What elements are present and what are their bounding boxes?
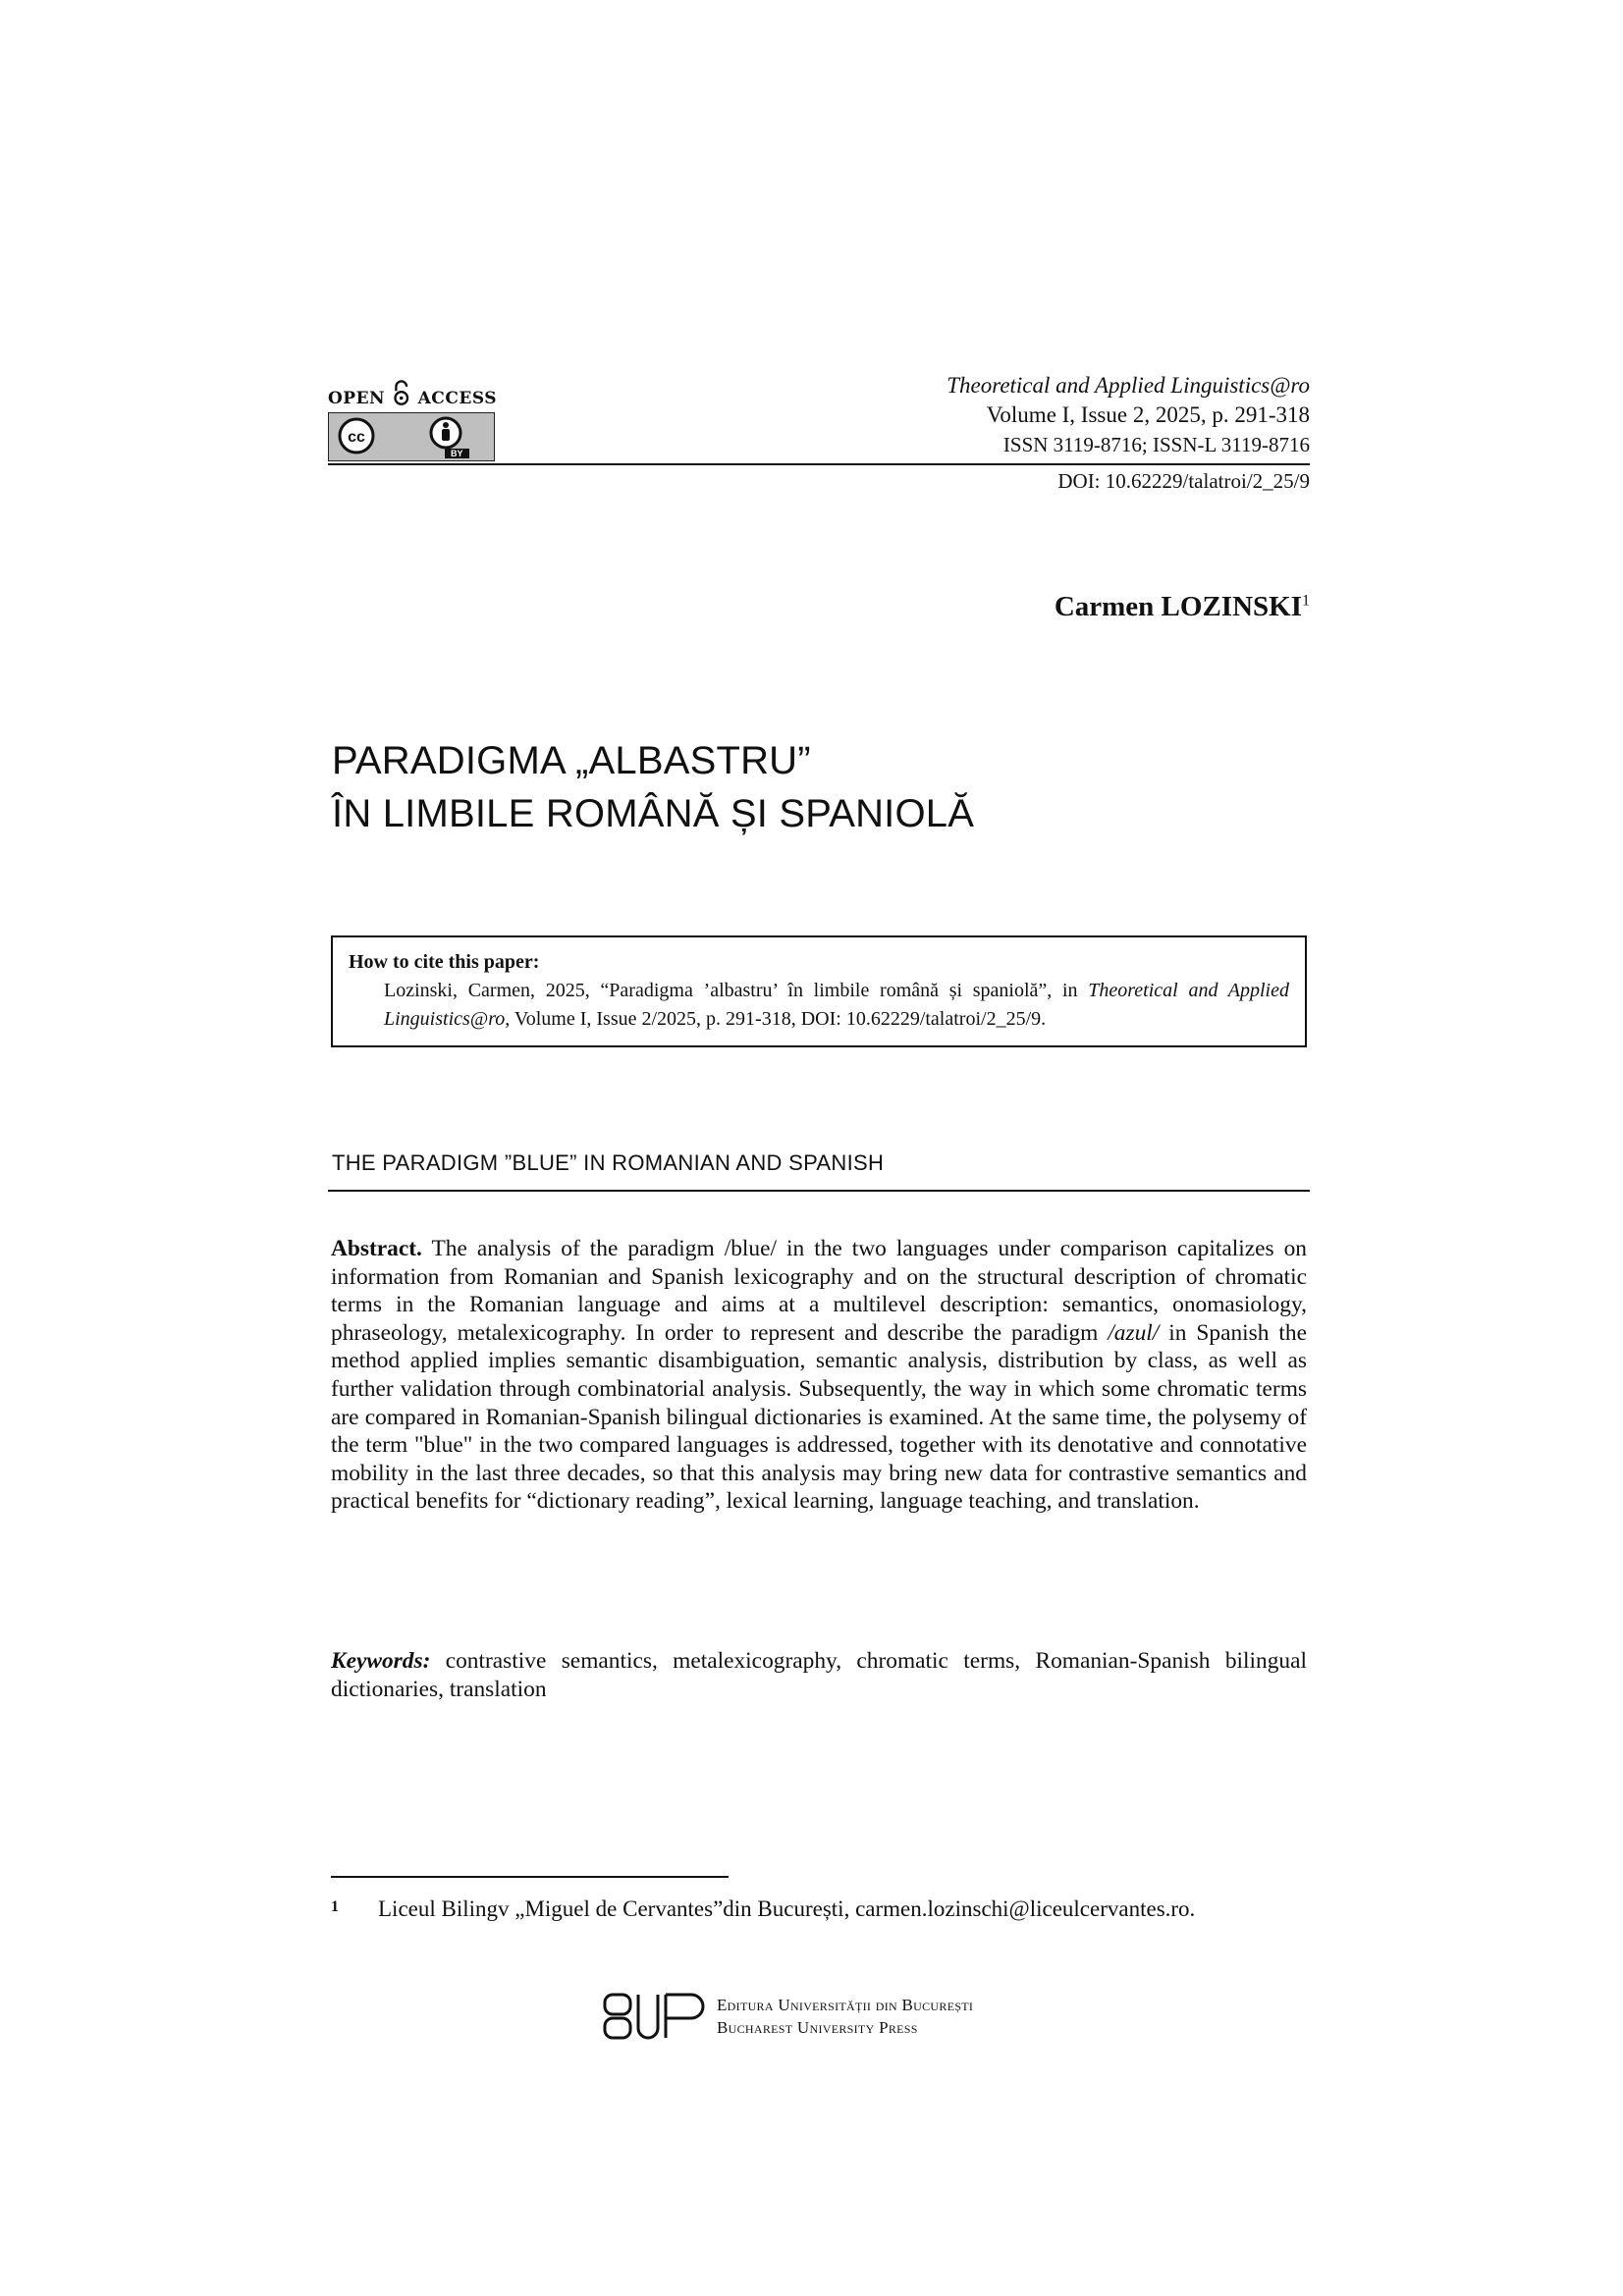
cc-icon-text: cc	[348, 429, 365, 446]
english-title-divider	[328, 1190, 1310, 1192]
open-access-lock-icon	[391, 379, 412, 408]
volume-info: Volume I, Issue 2, 2025, p. 291-318	[986, 402, 1310, 427]
abstract-text-1: The analysis of the paradigm /blue/ in the two languages under comparison capitalizes on information from Romanian and Spanish lexicography and on the structural description of chromatic terms in the Romanian language and aims at a multilevel description: semantics, onomasiology, phraseology, metalexicography. In order to represent and describe the paradigm	[331, 1236, 1307, 1346]
keywords	[331, 1647, 1307, 1703]
author-footnote-ref[interactable]: 1	[1302, 592, 1310, 610]
footnote	[331, 1896, 1195, 1922]
publisher-name-en: Bucharest University Press	[717, 2018, 918, 2037]
citation-text	[349, 977, 1289, 1034]
citation-text-before: Lozinski, Carmen, 2025, “Paradigma ’albastru’ în limbile română și spaniolă”, in	[384, 980, 1089, 1001]
paper-title	[332, 734, 974, 840]
citation-box	[331, 935, 1307, 1047]
publisher-block	[601, 1989, 973, 2044]
doi[interactable]: DOI: 10.62229/talatroi/2_25/9	[1057, 469, 1310, 493]
author-last-name: LOZINSKI	[1161, 591, 1302, 622]
creative-commons-icon	[337, 416, 376, 455]
abstract-italic-term: /azul/	[1108, 1319, 1160, 1346]
open-access-logo	[328, 379, 497, 461]
header-divider	[328, 463, 1310, 465]
author-name	[1055, 591, 1310, 623]
attribution-person-icon	[428, 415, 463, 451]
keywords-text: contrastive semantics, metalexicography, chromatic terms, Romanian-Spanish bilingual dictionaries, translation	[331, 1648, 1307, 1702]
abstract-label: Abstract.	[331, 1236, 422, 1261]
journal-title: Theoretical and Applied Linguistics@ro	[947, 373, 1310, 398]
keywords-label: Keywords:	[331, 1648, 431, 1674]
english-title: THE PARADIGM ”BLUE” IN ROMANIAN AND SPANISH	[332, 1150, 885, 1175]
issn: ISSN 3119-8716; ISSN-L 3119-8716	[1002, 433, 1310, 456]
by-label: BY	[445, 449, 469, 458]
abstract	[331, 1235, 1307, 1516]
open-access-label: OPEN ACCESS	[328, 379, 497, 408]
paper-title-line-1: PARADIGMA „ALBASTRU”	[332, 739, 811, 782]
footnote-mark: 1	[331, 1898, 339, 1915]
citation-label: How to cite this paper:	[349, 951, 540, 973]
paper-title-line-2: ÎN LIMBILE ROMÂNĂ ȘI SPANIOLĂ	[332, 792, 975, 835]
publisher-name	[717, 1994, 973, 2039]
journal-info	[947, 371, 1310, 459]
footnote-divider	[331, 1876, 729, 1878]
abstract-text-2: in Spanish the method applied implies semantic disambiguation, semantic analysis, distribution by class, as well as further validation through combinatorial analysis. Subsequently, the way in which some chromatic terms are compared in Romanian-Spanish bilingual dictionaries is examined. At the same time, the polysemy of the term "blue" in the two compared languages is addressed, together with its denotative and connotative mobility in the last three decades, so that this analysis may bring new data for contrastive semantics and practical benefits for “dictionary reading”, lexical learning, language teaching, and translation.	[331, 1319, 1307, 1515]
publisher-logo-icon	[601, 1989, 707, 2044]
publisher-name-ro: Editura Universității din București	[717, 1996, 974, 2014]
footnote-text: Liceul Bilingv „Miguel de Cervantes”din București, carmen.lozinschi@liceulcervantes.ro.	[378, 1896, 1196, 1921]
cc-by-license-badge[interactable]	[328, 412, 495, 461]
citation-text-after: Volume I, Issue 2/2025, p. 291-318, DOI: 10.62229/talatroi/2_25/9.	[510, 1008, 1047, 1030]
author-first-name: Carmen	[1054, 591, 1155, 622]
citation-journal: Theoretical and Applied Linguistics@ro,	[384, 980, 1289, 1030]
